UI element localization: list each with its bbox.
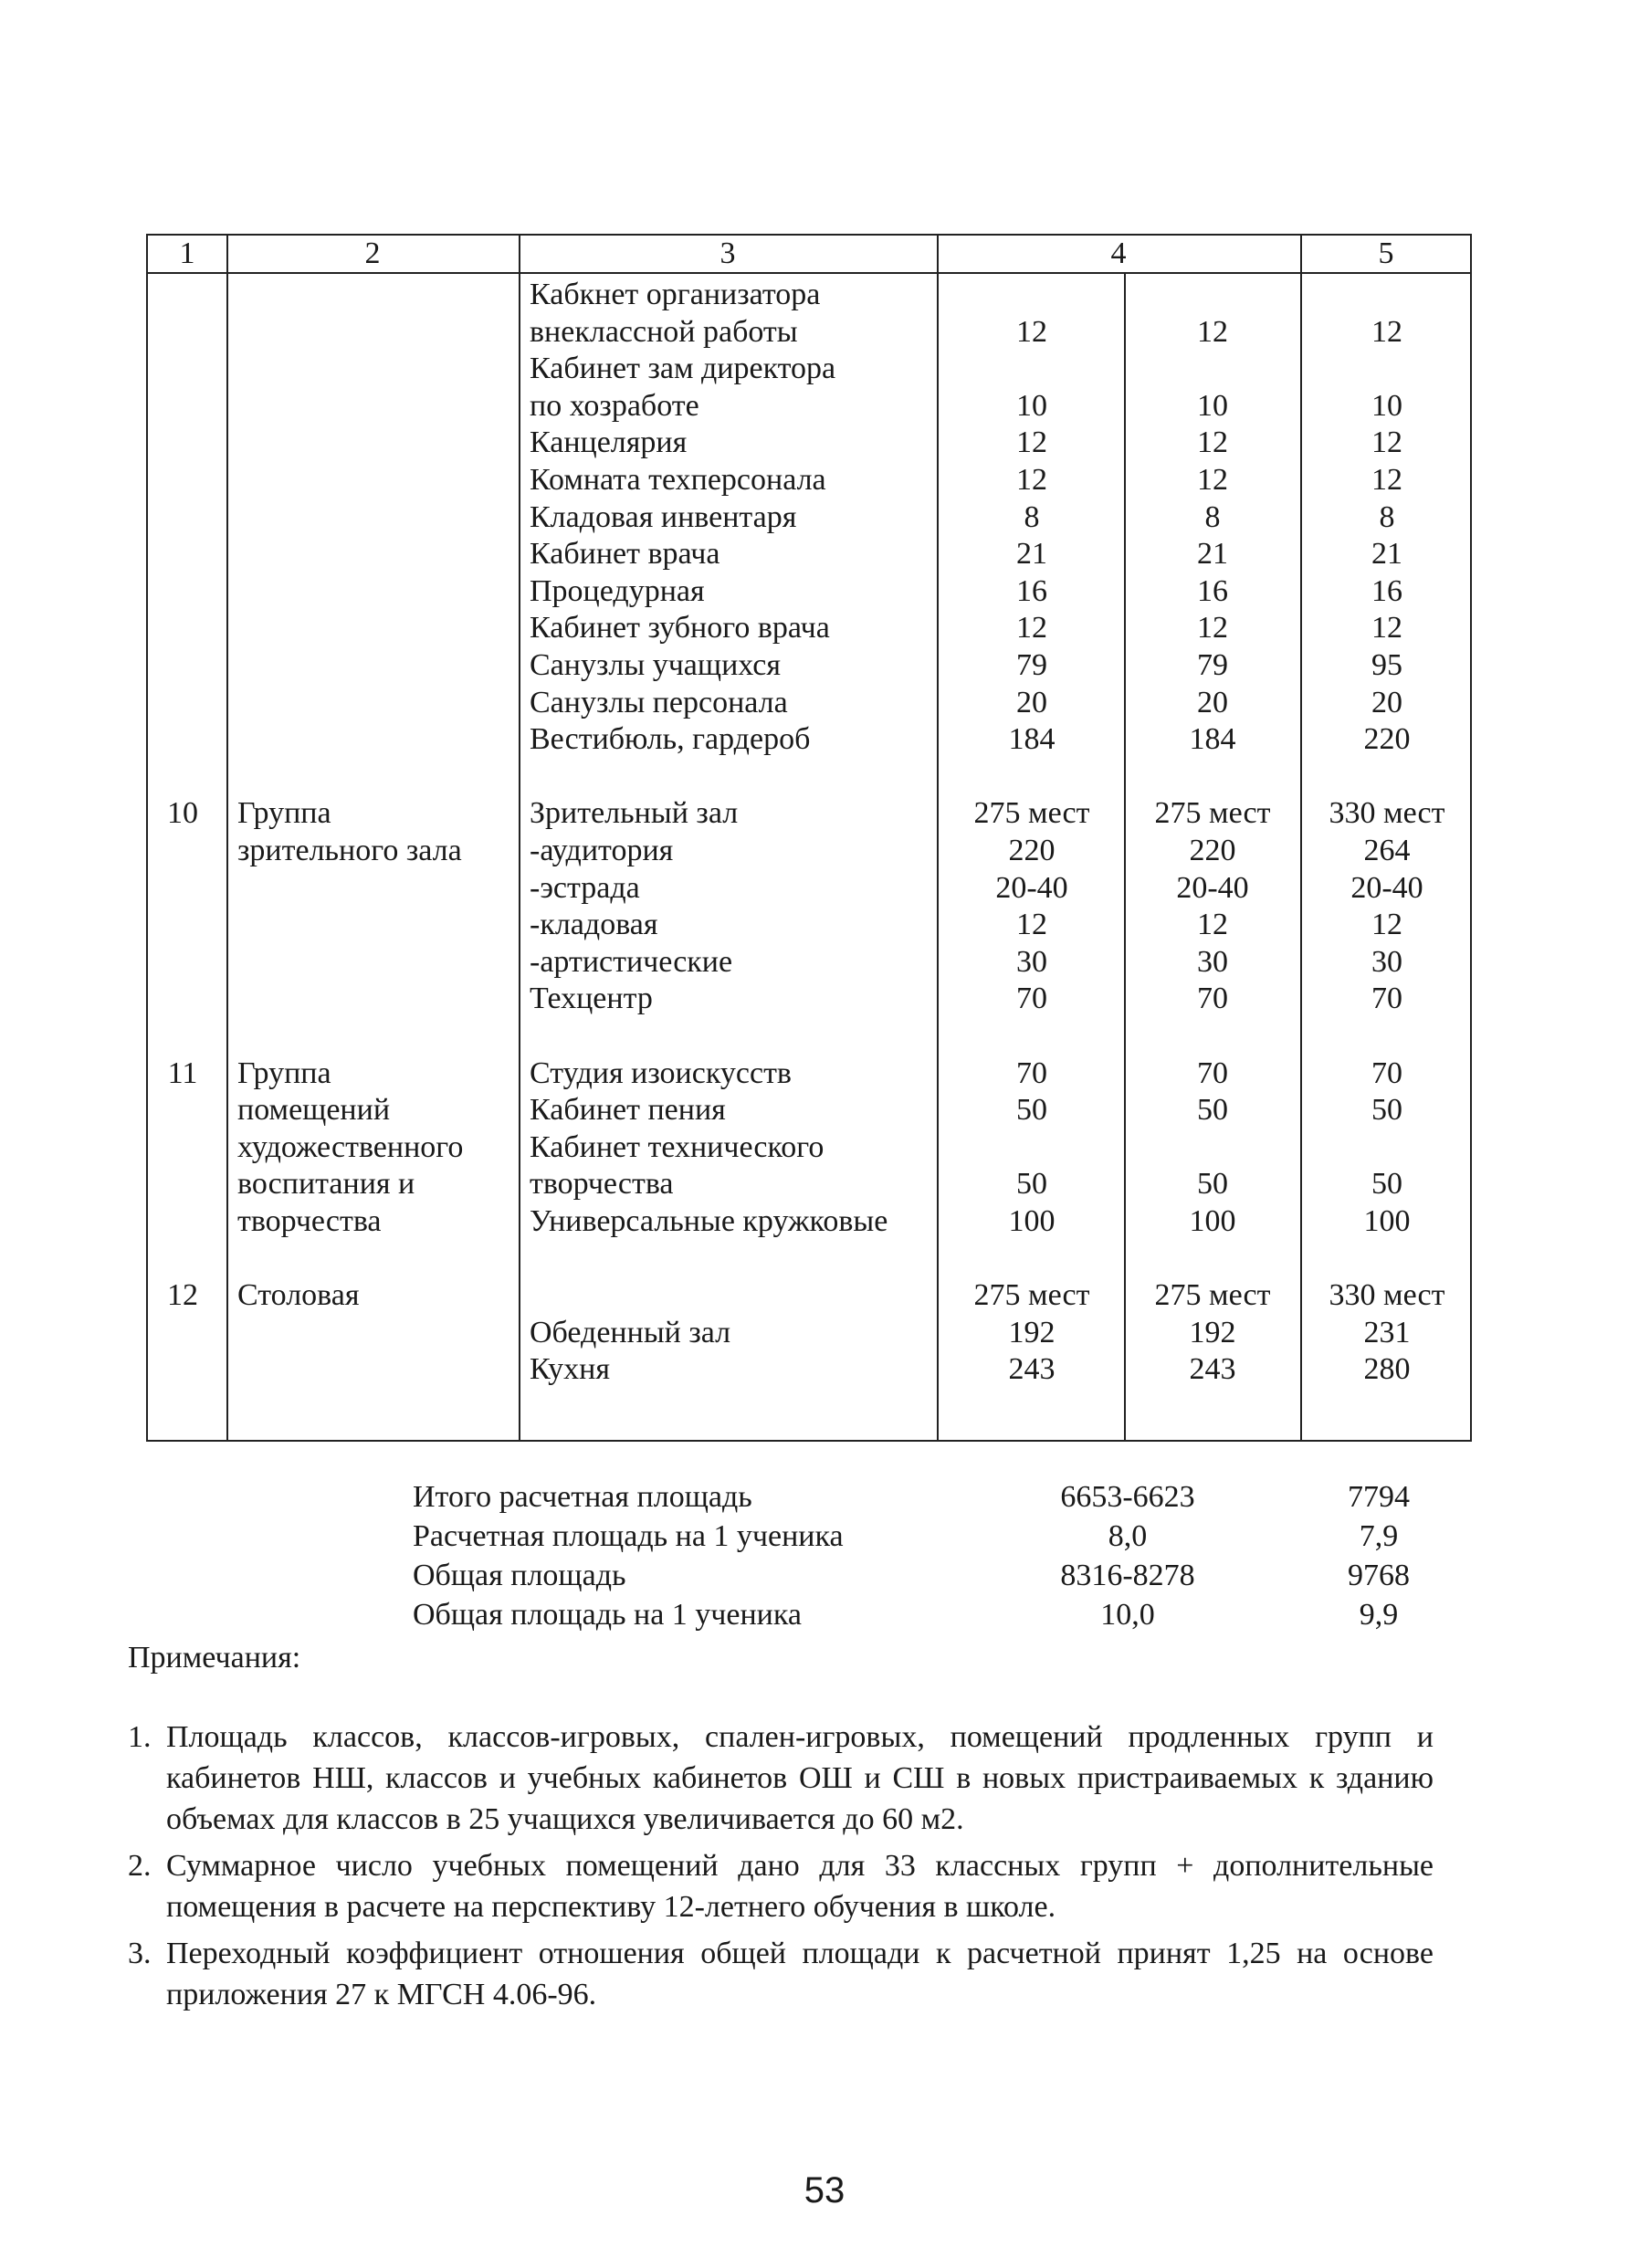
group-name: помещений (237, 1093, 391, 1128)
summary-value-2: 9768 (1348, 1559, 1410, 1592)
note-item (128, 1717, 1434, 1840)
summary-row (0, 1556, 1649, 1596)
group-name: Группа (237, 796, 331, 831)
room-name: Кладовая инвентаря (530, 499, 797, 534)
room-name: Кухня (530, 1352, 610, 1387)
summary-value-2: 9,9 (1359, 1598, 1399, 1632)
value-col-c: 8 (1379, 499, 1395, 534)
value-col-c: 220 (1363, 722, 1411, 757)
table-row (148, 980, 1470, 1018)
group-name: зрительного зала (237, 834, 462, 867)
value-col-a: 20-40 (995, 870, 1068, 905)
summary-value-2: 7,9 (1359, 1519, 1399, 1553)
value-col-a: 12 (1016, 611, 1047, 646)
group-name: художественного (237, 1129, 464, 1164)
value-col-c: 16 (1371, 573, 1402, 608)
header-divider (148, 272, 1470, 274)
value-col-c: 330 мест (1329, 1278, 1445, 1313)
group-name: Группа (237, 1055, 331, 1090)
summary-value-1: 8316-8278 (1060, 1559, 1195, 1592)
summary-row (0, 1477, 1649, 1517)
value-col-a: 50 (1016, 1167, 1047, 1202)
room-name: внеклассной работы (530, 314, 798, 349)
note-number: 2. (128, 1849, 152, 1883)
value-col-b: 12 (1197, 908, 1228, 942)
value-col-a: 50 (1016, 1093, 1047, 1128)
table-row (148, 461, 1470, 499)
value-col-a: 79 (1016, 648, 1047, 682)
value-col-b: 220 (1189, 834, 1236, 867)
room-name: Кабинет пения (530, 1093, 726, 1128)
table-row (148, 313, 1470, 352)
table-row (148, 1314, 1470, 1352)
value-col-a: 21 (1016, 537, 1047, 572)
room-name: Кабкнет организатора (530, 278, 821, 311)
table-row (148, 1276, 1470, 1315)
value-col-a: 20 (1016, 685, 1047, 719)
value-col-c: 70 (1371, 982, 1402, 1016)
value-col-c: 12 (1371, 314, 1402, 349)
room-name: Процедурная (530, 573, 705, 608)
value-col-c: 50 (1371, 1167, 1402, 1202)
table-row (148, 794, 1470, 833)
value-col-c: 12 (1371, 611, 1402, 646)
room-name: Универсальные кружковые (530, 1204, 888, 1238)
value-col-a: 70 (1016, 1055, 1047, 1090)
area-table (146, 234, 1472, 1442)
header-col-3: 3 (719, 236, 736, 270)
value-col-c: 20 (1371, 685, 1402, 719)
table-row (148, 1129, 1470, 1167)
note-number: 1. (128, 1720, 152, 1754)
value-col-b: 184 (1189, 722, 1236, 757)
value-col-b: 12 (1197, 425, 1228, 460)
value-col-b: 10 (1197, 388, 1228, 423)
value-col-a: 275 мест (973, 796, 1090, 831)
header-col-2: 2 (364, 236, 381, 270)
room-name: Канцелярия (530, 425, 688, 460)
table-row (148, 1017, 1470, 1055)
room-name: Санузлы персонала (530, 685, 788, 719)
table-row (148, 869, 1470, 908)
value-col-a: 243 (1008, 1352, 1056, 1387)
table-row (148, 832, 1470, 870)
table-row (148, 684, 1470, 722)
value-col-b: 30 (1197, 944, 1228, 979)
value-col-b: 79 (1197, 648, 1228, 682)
group-name: Столовая (237, 1278, 360, 1313)
header-col-5: 5 (1378, 236, 1394, 270)
value-col-a: 8 (1024, 499, 1040, 534)
table-row (148, 1055, 1470, 1093)
summary-label: Общая площадь на 1 ученика (413, 1598, 802, 1632)
room-name: -кладовая (530, 908, 658, 942)
table-row (148, 1202, 1470, 1241)
value-col-b: 21 (1197, 537, 1228, 572)
value-col-c: 95 (1371, 648, 1402, 682)
room-name: Комната техперсонала (530, 463, 826, 497)
room-name: -эстрада (530, 870, 640, 905)
summary-label: Итого расчетная площадь (413, 1480, 752, 1514)
value-col-a: 12 (1016, 425, 1047, 460)
table-row (148, 943, 1470, 982)
value-col-a: 70 (1016, 982, 1047, 1016)
summary-row (0, 1595, 1649, 1635)
row-number: 11 (167, 1055, 198, 1090)
room-name: Вестибюль, гардероб (530, 722, 811, 757)
table-row (148, 646, 1470, 685)
note-item (128, 1933, 1434, 2015)
table-row (148, 572, 1470, 611)
value-col-a: 10 (1016, 388, 1047, 423)
note-text: Переходный коэффициент отношения общей площади к расчетной принят 1,25 на основе приложения 27 к МГСН 4.06-96. (166, 1937, 1434, 2011)
notes-list (128, 1717, 1434, 2021)
value-col-b: 70 (1197, 1055, 1228, 1090)
summary-row (0, 1517, 1649, 1557)
summary-value-1: 10,0 (1100, 1598, 1155, 1632)
value-col-c: 50 (1371, 1093, 1402, 1128)
group-name: творчества (237, 1204, 382, 1238)
value-col-c: 10 (1371, 388, 1402, 423)
room-name: Кабинет зам директора (530, 352, 836, 386)
value-col-b: 12 (1197, 463, 1228, 497)
note-text: Суммарное число учебных помещений дано для 33 классных групп + дополнительные помещения в расчете на перспективу 12-летнего обучения в школе. (166, 1849, 1434, 1924)
table-row (148, 1240, 1470, 1278)
room-name: Зрительный зал (530, 796, 739, 831)
summary-value-2: 7794 (1348, 1480, 1410, 1514)
value-col-b: 16 (1197, 573, 1228, 608)
value-col-a: 220 (1008, 834, 1056, 867)
value-col-c: 12 (1371, 425, 1402, 460)
value-col-c: 20-40 (1350, 870, 1423, 905)
room-name: Студия изоискусств (530, 1055, 792, 1090)
table-row (148, 276, 1470, 314)
room-name: -аудитория (530, 834, 674, 867)
room-name: по хозработе (530, 388, 699, 423)
room-name: Санузлы учащихся (530, 648, 782, 682)
value-col-c: 330 мест (1329, 796, 1445, 831)
value-col-c: 12 (1371, 463, 1402, 497)
value-col-c: 70 (1371, 1055, 1402, 1090)
row-number: 10 (167, 796, 198, 831)
value-col-a: 275 мест (973, 1278, 1090, 1313)
note-text: Площадь классов, классов-игровых, спален-игровых, помещений продленных групп и кабинетов НШ, классов и учебных кабинетов ОШ и СШ в новых пристраиваемых к зданию объемах для классов в 25 учащихся увеличивается до 60 м2. (166, 1720, 1434, 1836)
value-col-b: 12 (1197, 611, 1228, 646)
value-col-b: 50 (1197, 1167, 1228, 1202)
room-name: Кабинет технического (530, 1129, 824, 1164)
room-name: Кабинет зубного врача (530, 611, 830, 646)
value-col-a: 12 (1016, 463, 1047, 497)
value-col-b: 50 (1197, 1093, 1228, 1128)
value-col-a: 184 (1008, 722, 1056, 757)
value-col-b: 243 (1189, 1352, 1236, 1387)
value-col-a: 12 (1016, 314, 1047, 349)
value-col-c: 100 (1363, 1204, 1411, 1238)
summary-value-1: 6653-6623 (1060, 1480, 1195, 1514)
note-number: 3. (128, 1937, 152, 1970)
value-col-b: 275 мест (1154, 1278, 1271, 1313)
room-name: Кабинет врача (530, 537, 720, 572)
table-row (148, 906, 1470, 944)
header-col-4: 4 (1110, 236, 1127, 270)
room-name: -артистические (530, 944, 733, 979)
row-number: 12 (167, 1278, 198, 1313)
room-name: творчества (530, 1167, 674, 1202)
value-col-b: 100 (1189, 1204, 1236, 1238)
value-col-a: 30 (1016, 944, 1047, 979)
value-col-b: 192 (1189, 1315, 1236, 1349)
table-row (148, 535, 1470, 573)
room-name: Обеденный зал (530, 1315, 731, 1349)
value-col-b: 275 мест (1154, 796, 1271, 831)
table-row (148, 609, 1470, 647)
table-row (148, 1091, 1470, 1129)
value-col-b: 20-40 (1176, 870, 1249, 905)
value-col-b: 12 (1197, 314, 1228, 349)
value-col-b: 8 (1204, 499, 1221, 534)
notes-title: Примечания: (128, 1641, 301, 1675)
value-col-a: 12 (1016, 908, 1047, 942)
value-col-b: 70 (1197, 982, 1228, 1016)
table-row (148, 350, 1470, 388)
header-col-1: 1 (179, 236, 195, 270)
table-row (148, 424, 1470, 462)
summary-value-1: 8,0 (1108, 1519, 1148, 1553)
value-col-c: 231 (1363, 1315, 1411, 1349)
value-col-c: 280 (1363, 1352, 1411, 1387)
summary-label: Расчетная площадь на 1 ученика (413, 1519, 844, 1553)
value-col-c: 264 (1363, 834, 1411, 867)
value-col-b: 20 (1197, 685, 1228, 719)
page-number: 53 (803, 2170, 846, 2210)
value-col-a: 192 (1008, 1315, 1056, 1349)
table-row (148, 1165, 1470, 1203)
table-row (148, 1350, 1470, 1389)
table-row (148, 720, 1470, 759)
value-col-c: 30 (1371, 944, 1402, 979)
table-row (148, 499, 1470, 537)
value-col-c: 12 (1371, 908, 1402, 942)
note-item (128, 1845, 1434, 1927)
value-col-a: 16 (1016, 573, 1047, 608)
room-name: Техцентр (530, 982, 653, 1016)
value-col-c: 21 (1371, 537, 1402, 572)
value-col-a: 100 (1008, 1204, 1056, 1238)
table-row (148, 758, 1470, 796)
summary-label: Общая площадь (413, 1559, 626, 1592)
table-row (148, 387, 1470, 425)
group-name: воспитания и (237, 1167, 415, 1202)
